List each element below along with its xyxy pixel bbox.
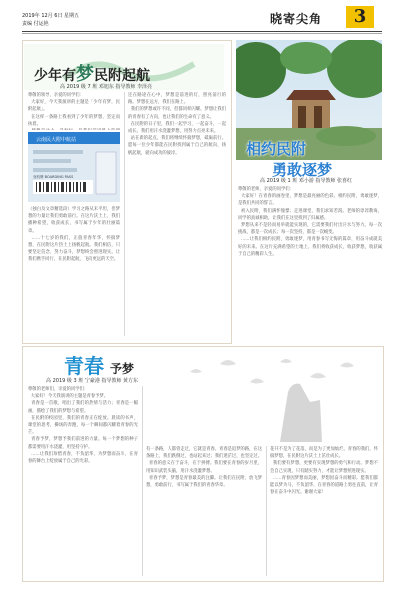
section-title: 晓寄尖角 [270, 12, 323, 26]
article-byline: 高 2019 级 3 班 宁豪港 指导教师 黄方东 [46, 378, 139, 384]
article-byline: 高 2019 级 7 班 邓旭东 指导教师 李泽亮 [60, 84, 153, 90]
article-byline: 高 2019 级 1 班 邓小游 指导教师 张喜红 [260, 178, 353, 184]
title-part-2: 民附起航 [94, 68, 150, 84]
dove-photo [160, 352, 380, 442]
title-line-1: 相约民附 [246, 140, 307, 158]
header-rule [22, 31, 382, 32]
title-accent: 梦 [76, 64, 94, 85]
article-body-right: 花开不是为了花落，而是为了更加灿烂。青春的我们，怀揣梦想，在民附这片沃土上茁壮成长。 我们要有梦想，更要有实现梦想的勇气和行动。梦想不会自己实现，只有踏实努力，才能让梦想照进现实。 ……青春因梦想而美丽，梦想因奋斗而精彩。愿我们都能以梦为马，不负韶华，在青春的道路上勇往直前，让青春在奋斗中闪光。谢谢大家！ [270, 447, 378, 496]
column-divider [142, 386, 143, 576]
editor-credit: 责编 付运艳 [22, 21, 49, 27]
ticket-subtitle: 登机牌 BOARDING PASS [33, 175, 74, 179]
title-part-1: 少年有 [34, 68, 76, 84]
article-body-middle: 有一条路，人都曾走过，它就是青春。青春是追梦的路，在这条路上，我们跌倒过，也站起来过；我们迷茫过，也坚定过。 青春的意义在于奋斗，在于拼搏。我们要在青春的岁月里，用知识武装头脑，用汗水浇灌梦想。 青春予梦，梦想是青春最美的注脚。让我们在民附，放飞梦想，勇敢前行，书写属于我们的青春华章。 [146, 447, 262, 489]
title-part-1: 青 [64, 354, 84, 378]
article-title [64, 350, 134, 379]
article-title [246, 138, 332, 180]
boarding-pass-image [28, 132, 120, 202]
issue-date: 2019年 12月 6日 星期五 [22, 13, 80, 19]
column-divider [124, 92, 125, 336]
article-body-left: 尊敬的老师们，亲爱的同学们： 大家好！今天我演讲的主题是青春予梦。 青春是一首歌，唱出了我们的热情与活力；青春是一幅画，描绘了我们的梦想与希望。 在民附的校园里，我们的青春正在绽放。晨读的书声，课堂的思考，操场的奔跑，每一个瞬间都闪耀着青春的光芒。 青春予梦，梦想予我们前进的力量。每一个梦想的种子都需要用汗水浇灌，用坚持守护。 ……让我们珍惜青春，不负韶华，为梦想而奋斗，在青春的舞台上绽放属于自己的光彩。 [28, 387, 138, 465]
ticket-title: 云南民大附中航站 [36, 137, 77, 143]
title-part-3: 予梦 [110, 362, 135, 376]
title-part-2: 春 [84, 354, 104, 378]
header-rule-secondary [22, 33, 382, 34]
column-divider [266, 446, 267, 576]
article-body-lower: （独白及文章精选段）学习之路从未平坦，但梦想的力量让我们勇敢前行。在这片沃土上，我们播种希望，收获成长，书写属于少年的壮丽篇章。 ……十七岁的我们，正值青春年华，怀揣梦想，在民附这片热土上扬帆起航。我们相信，只要坚定信念，努力奋斗，梦想终会照进现实。让我们携手同行，在民附起航，飞向更远的天空。 [28, 207, 120, 263]
article-body-right: 还在路途在心中，梦想是前进的灯，照亮前行的路。梦想在远方，我们在路上。 我们的梦想或许不同，但都同样闪耀。梦想让我们的青春有了方向，也让我们的生命有了意义。 在民附的日子里，我们一起学习，一起奋斗，一起成长。我们用汗水浇灌梦想，用努力点亮未来。 站在新的起点，我们将继续怀揣梦想，砥砺前行。愿每一位少年都能在民附找到属于自己的航向，扬帆起航，驶向成功的彼岸。 [128, 93, 226, 156]
article-body: 尊敬的老师，亲爱的同学们： 大家好！在青春的画卷里，梦想是最亮丽的色彩。相约民附，勇敢逐梦，是我们共同的誓言。 初入民附，我们满怀憧憬；走进课堂，我们求知若渴。老师的谆谆教诲，同学的真诚相助，让我们在这里找到了归属感。 梦想从来不是轻而易举就能实现的，它需要我们付出汗水与努力。每一次挑战，都是一次成长；每一次坚持，都是一次蜕变。 ……让我们相约民附，勇敢逐梦，用青春书写无悔的篇章，用奋斗成就美好的未来。在这片充满希望的土地上，我们将收获成长，收获梦想，收获属于自己的精彩人生。 [238, 187, 382, 257]
article-body: 尊敬的领导，亲爱的同学们： 大家好，今天我演讲的主题是「少年有梦，民附起航」。 在这样一条路上我看到了少年的梦想，坚定而执着。 [28, 93, 120, 127]
page-number: 3 [346, 6, 374, 28]
title-line-2: 勇敢逐梦 [272, 161, 333, 179]
date-line [22, 12, 79, 28]
